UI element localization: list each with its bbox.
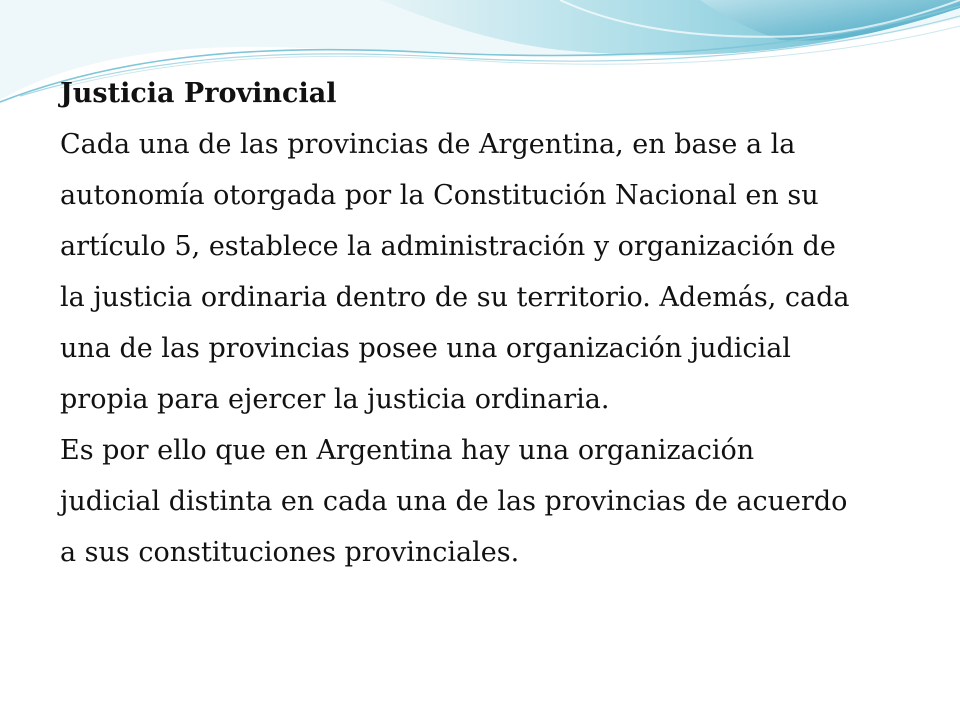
paragraph-1-line-4: la justicia ordinaria dentro de su territorio. Además, cada <box>60 282 850 313</box>
paragraph-1-line-5: una de las provincias posee una organización judicial <box>60 333 791 364</box>
paragraph-1-line-2: autonomía otorgada por la Constitución Nacional en su <box>60 180 819 211</box>
paragraph-1-line-6: propia para ejercer la justicia ordinaria. <box>60 384 610 415</box>
slide-body <box>60 68 920 578</box>
paragraph-1-line-3: artículo 5, establece la administración y organización de <box>60 231 836 262</box>
slide-title: Justicia Provincial <box>60 78 337 109</box>
paragraph-2-line-1: Es por ello que en Argentina hay una organización <box>60 435 755 466</box>
paragraph-2-line-3: a sus constituciones provinciales. <box>60 537 520 568</box>
paragraph-2-line-2: judicial distinta en cada una de las provincias de acuerdo <box>60 486 848 517</box>
paragraph-1-line-1: Cada una de las provincias de Argentina, en base a la <box>60 129 796 160</box>
